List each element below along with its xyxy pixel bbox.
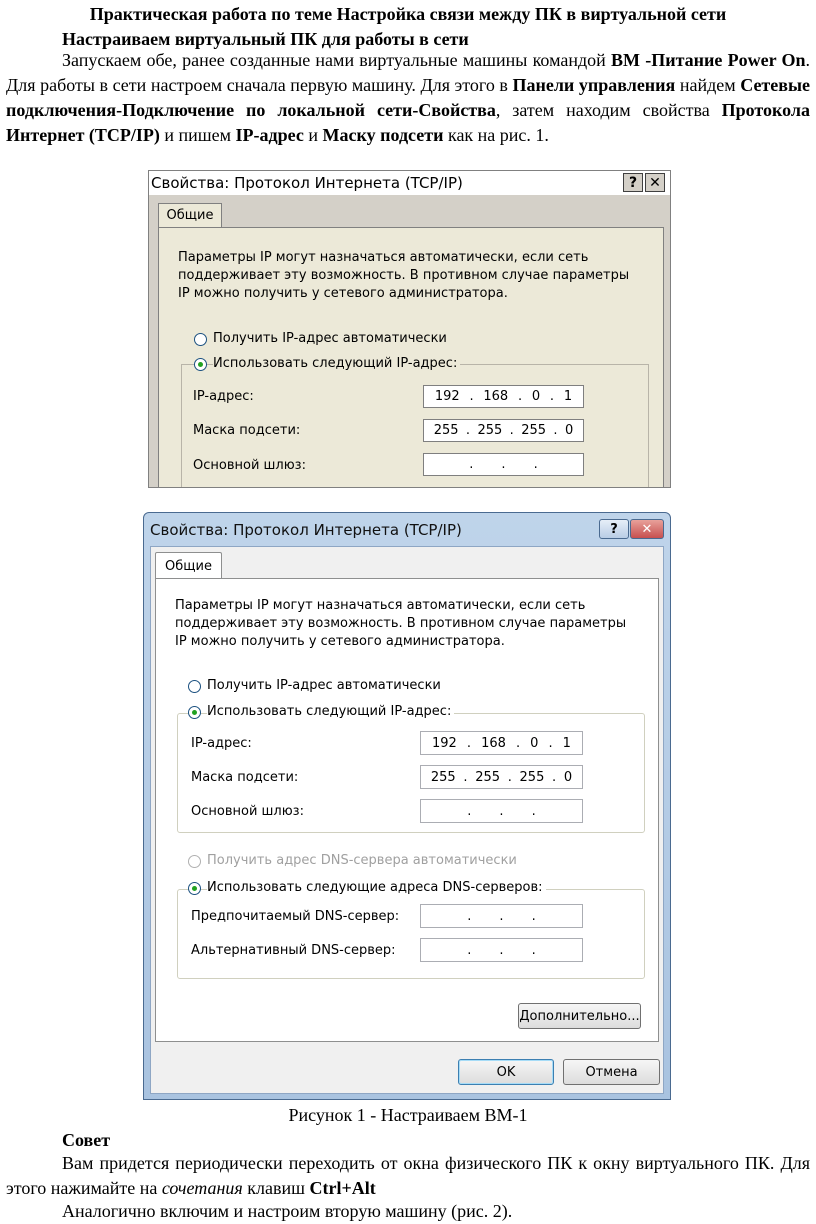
info-line: IP можно получить у сетевого администратора. (175, 634, 505, 649)
radio-auto-ip-label: Получить IP-адрес автоматически (213, 331, 447, 346)
text: клавиш (242, 1178, 310, 1198)
preferred-dns-field[interactable] (420, 904, 583, 928)
paragraph-intro (6, 48, 810, 148)
gw-dot: . (469, 457, 474, 472)
ok-button[interactable]: OK (458, 1059, 554, 1085)
bold-text: Маску подсети (322, 125, 444, 145)
info-line: Параметры IP могут назначаться автоматически, если сеть (178, 250, 589, 265)
dns-dot: . (531, 942, 536, 958)
dns-dot: . (467, 908, 472, 924)
info-line: Параметры IP могут назначаться автоматически, если сеть (175, 598, 586, 613)
paragraph-second-machine: Аналогично включим и настроим вторую машину (рис. 2). (62, 1201, 513, 1221)
help-button[interactable]: ? (599, 519, 629, 539)
figure-caption: Рисунок 1 - Настраиваем ВМ-1 (288, 1105, 528, 1125)
mask-octet: 0 (563, 769, 573, 785)
text: . Для работы в сети настроем сначала первую машину. Для этого в (6, 50, 810, 95)
mask-label: Маска подсети: (193, 423, 301, 438)
text: как на рис. 1. (443, 125, 549, 145)
gateway-label: Основной шлюз: (193, 458, 306, 473)
radio-manual-ip[interactable] (194, 358, 207, 371)
general-panel (155, 578, 659, 1042)
gw-dot: . (499, 803, 504, 819)
bold-text: IP-адрес (235, 125, 304, 145)
close-button[interactable]: ✕ (630, 519, 664, 539)
help-button[interactable]: ? (623, 173, 643, 192)
italic-text: сочетания (161, 1178, 243, 1198)
subnet-mask-field[interactable]: 255 . 255 . 255 . 0 (423, 419, 584, 442)
bold-text: Протокола Интернет (TCP/IP) (6, 100, 810, 145)
mask-octet: 255 (519, 769, 545, 785)
dns-dot: . (467, 942, 472, 958)
alternate-dns-field[interactable] (420, 938, 583, 962)
text: Вам придется периодически переходить от окна физического ПК к окну виртуального ПК. Для этого нажимайте на (6, 1153, 810, 1198)
info-line: IP можно получить у сетевого администратора. (178, 286, 508, 301)
paragraph-tip (6, 1151, 810, 1201)
tab-general[interactable]: Общие (158, 203, 222, 227)
tab-general[interactable]: Общие (155, 552, 222, 579)
gw-dot: . (467, 803, 472, 819)
tip-heading: Совет (62, 1130, 111, 1150)
radio-auto-ip-label: Получить IP-адрес автоматически (207, 678, 441, 693)
ip-octet: 0 (530, 735, 539, 751)
manual-dns-group (177, 889, 645, 979)
ip-octet: 192 (432, 735, 457, 751)
ip-label: IP-адрес: (191, 736, 252, 751)
tcpip-properties-dialog-classic (148, 170, 671, 488)
subnet-mask-field[interactable]: 255 . 255 . 255 . 0 (420, 765, 583, 789)
preferred-dns-label: Предпочитаемый DNS-сервер: (191, 909, 400, 924)
text: и (303, 125, 323, 145)
info-line: поддерживает эту возможность. В противном случае параметры (175, 616, 627, 631)
cancel-button[interactable]: Отмена (563, 1059, 660, 1085)
ip-address-field[interactable]: 192 . 168 . 0 . 1 (423, 385, 584, 408)
dns-dot: . (499, 908, 504, 924)
title-bar (149, 171, 670, 195)
bold-text: Сетевые подключения-Подключение по локальной сети-Свойства (6, 75, 811, 120)
ip-label: IP-адрес: (193, 389, 254, 404)
radio-manual-dns[interactable] (188, 882, 201, 895)
radio-auto-ip[interactable] (188, 680, 201, 693)
gw-dot: . (531, 803, 536, 819)
bold-text: Панели управления (512, 75, 676, 95)
radio-auto-dns[interactable] (188, 855, 201, 868)
dns-dot: . (531, 908, 536, 924)
gw-dot: . (501, 457, 506, 472)
bold-text: Ctrl+Alt (309, 1178, 376, 1198)
gw-dot: . (533, 457, 538, 472)
radio-manual-ip[interactable] (188, 706, 201, 719)
ip-octet: 168 (481, 735, 506, 751)
bold-text: ВМ -Питание Power On (610, 50, 806, 70)
text: Запускаем обе, ранее созданные нами виртуальные машины командой (62, 50, 611, 70)
radio-manual-dns-label: Использовать следующие адреса DNS-серверов: (207, 880, 546, 895)
radio-manual-ip-label: Использовать следующий IP-адрес: (213, 356, 460, 371)
ip-octet: 0 (531, 389, 541, 404)
mask-octet: 255 (477, 423, 503, 438)
document-title: Практическая работа по теме Настройка связи между ПК в виртуальной сети (89, 4, 727, 24)
gateway-label: Основной шлюз: (191, 804, 304, 819)
mask-octet: 255 (433, 423, 459, 438)
gateway-field[interactable] (420, 799, 583, 823)
gateway-field[interactable] (423, 453, 584, 476)
document-subtitle: Настраиваем виртуальный ПК для работы в сети (62, 29, 469, 49)
dns-dot: . (499, 942, 504, 958)
mask-label: Маска подсети: (191, 770, 299, 785)
general-panel (158, 227, 664, 488)
ip-octet: 1 (562, 735, 571, 751)
ip-octet: 168 (483, 389, 509, 404)
mask-octet: 255 (430, 769, 456, 785)
advanced-button[interactable]: Дополнительно... (518, 1003, 641, 1029)
radio-manual-ip-label: Использовать следующий IP-адрес: (207, 704, 454, 719)
radio-auto-ip[interactable] (194, 333, 207, 346)
radio-auto-dns-label: Получить адрес DNS-сервера автоматически (207, 853, 517, 868)
info-line: поддерживает эту возможность. В противном случае параметры (178, 268, 630, 283)
close-button[interactable]: ✕ (645, 173, 665, 192)
tcpip-properties-dialog-vista (143, 512, 671, 1100)
dialog-title: Свойства: Протокол Интернета (TCP/IP) (151, 174, 463, 192)
mask-octet: 255 (475, 769, 501, 785)
text: и пишем (159, 125, 236, 145)
alternate-dns-label: Альтернативный DNS-сервер: (191, 943, 396, 958)
ip-octet: 1 (563, 389, 573, 404)
ip-address-field[interactable]: 192 . 168 . 0 . 1 (420, 731, 583, 755)
mask-octet: 0 (564, 423, 574, 438)
text: , затем находим свойства (495, 100, 722, 120)
ip-octet: 192 (434, 389, 460, 404)
dialog-title: Свойства: Протокол Интернета (TCP/IP) (150, 521, 462, 539)
mask-octet: 255 (521, 423, 547, 438)
text: найдем (675, 75, 741, 95)
